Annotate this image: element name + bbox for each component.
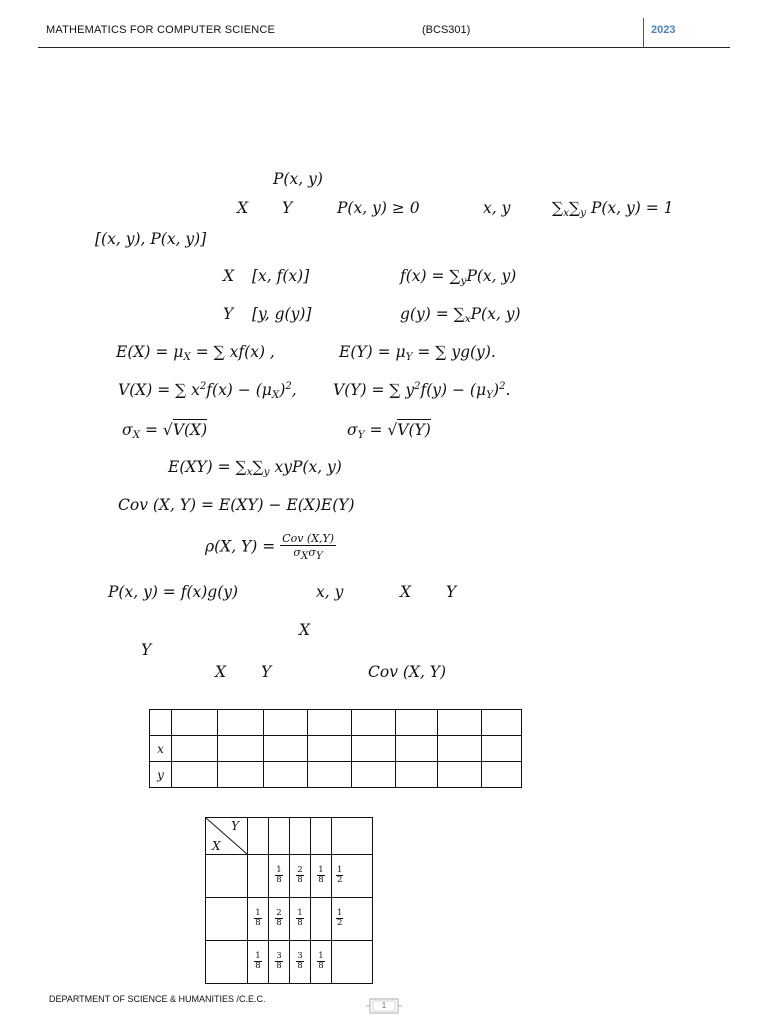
page-header <box>38 18 730 48</box>
math-marg-gy: $g(y) = \sum_xP(x$, y) <box>400 305 521 325</box>
fraction-numerator: 1 <box>337 865 343 876</box>
distribution-table <box>149 709 522 788</box>
math-variance-x: V(X) = ∑ $x^2f(x) - (\mu_X)^2$, <box>118 381 297 401</box>
probability-cell <box>290 898 311 941</box>
probability-cell <box>311 898 332 941</box>
fraction-denominator: 8 <box>297 874 303 885</box>
header-divider <box>643 18 644 47</box>
math-marg-x-label: X <box>223 267 235 285</box>
math-pmf-sum: $\sum_x\sum_y$ P(x, y) = 1 <box>552 199 674 219</box>
math-stddev-y: $\sigma_Y = √V(Y)$ <box>347 421 431 441</box>
fraction <box>275 866 282 885</box>
math-lone-y: Y <box>141 641 152 659</box>
math-expect-xy: $E(XY) = \sum_x\sum_y$ xyP(x, y) <box>168 458 342 478</box>
table-cell <box>482 762 522 788</box>
table-cell <box>438 762 482 788</box>
probability-cell <box>269 898 290 941</box>
fraction-numerator: 1 <box>337 908 343 919</box>
table-row <box>206 855 373 898</box>
joint-distribution-table <box>205 817 373 984</box>
table-cell <box>264 762 308 788</box>
math-marg-y-pair: [y, g(y)] <box>252 305 312 323</box>
math-expect-y: $E(Y) = \mu_Y$ = ∑ yg(y). <box>339 343 496 363</box>
table-cell <box>308 762 352 788</box>
math-variance-y: V(Y) = ∑ $y^2f(y) - (\mu_Y)^2$. <box>333 381 511 401</box>
table-header-cell <box>248 818 269 855</box>
fraction <box>296 909 303 928</box>
fraction <box>254 909 261 928</box>
row-label-cell: x <box>150 736 172 762</box>
fraction <box>336 866 343 885</box>
probability-cell <box>269 941 290 984</box>
table-row <box>150 736 522 762</box>
table-header-cell <box>290 818 311 855</box>
fraction-numerator: 1 <box>276 865 282 876</box>
header-year: 2023 <box>651 24 676 36</box>
fraction-numerator: 1 <box>255 908 261 919</box>
probability-cell <box>332 941 373 984</box>
math-correlation: ρ(X, Y) = $\frac{\text{Cov (X,Y)}}{\text{σXσY}}$ <box>205 532 335 562</box>
fraction-denominator: 8 <box>297 917 303 928</box>
math-expect-x: $E(X) = \mu_X$ = ∑ xf(x) , <box>116 343 275 363</box>
math-indep-y: Y <box>446 583 457 601</box>
table-row <box>206 898 373 941</box>
fraction-denominator: 8 <box>255 917 261 928</box>
math-pair-set: [(x, y), P(x, y)] <box>95 230 207 248</box>
table-row <box>150 710 522 736</box>
fraction <box>317 952 324 971</box>
table-cell <box>264 736 308 762</box>
row-header-cell <box>206 941 248 984</box>
table-cell <box>438 736 482 762</box>
fraction-denominator: 8 <box>276 917 282 928</box>
math-var-y: Y <box>282 199 293 217</box>
page-number-badge <box>366 996 402 1016</box>
fraction <box>275 952 282 971</box>
table-row <box>150 762 522 788</box>
fraction-numerator: 3 <box>276 951 282 962</box>
table-cell <box>308 710 352 736</box>
table-cell <box>396 710 438 736</box>
math-stddev-x: $\sigma_X = √V(X)$ <box>122 421 208 441</box>
table-cell <box>352 710 396 736</box>
table-cell <box>172 710 218 736</box>
fraction-denominator: 8 <box>276 960 282 971</box>
table-cell <box>482 710 522 736</box>
probability-cell <box>332 855 373 898</box>
table-header-cell <box>269 818 290 855</box>
table-cell <box>172 762 218 788</box>
table-header-cell <box>332 818 373 855</box>
math-marg-y-label: Y <box>223 305 234 323</box>
fraction <box>336 909 343 928</box>
table-cell <box>218 710 264 736</box>
fraction-denominator: 8 <box>276 874 282 885</box>
probability-cell <box>290 941 311 984</box>
math-xy: x, y <box>483 199 511 217</box>
fraction-numerator: 1 <box>318 865 324 876</box>
math-indep-xy: x, y <box>316 583 344 601</box>
probability-cell <box>269 855 290 898</box>
fraction-numerator: 1 <box>318 951 324 962</box>
table-cell <box>218 736 264 762</box>
probability-cell <box>248 855 269 898</box>
probability-cell <box>248 898 269 941</box>
table-cell <box>396 762 438 788</box>
page-number: 1 <box>381 1001 387 1010</box>
fraction <box>296 952 303 971</box>
probability-cell <box>311 941 332 984</box>
math-independence: P(x, y) = f(x)g(y) <box>108 583 239 601</box>
math-marg-fx: $f(x) = \sum_yP(x$, y) <box>400 267 517 287</box>
table-cell <box>308 736 352 762</box>
table-cell <box>438 710 482 736</box>
probability-cell <box>290 855 311 898</box>
corner-x-label: X <box>212 839 221 853</box>
row-label-cell: y <box>150 762 172 788</box>
table-cell <box>172 736 218 762</box>
table-cell <box>352 736 396 762</box>
fraction <box>254 952 261 971</box>
table-row <box>206 941 373 984</box>
fraction-numerator: 2 <box>276 908 282 919</box>
math-ex-cov: Cov (X, Y) <box>368 663 447 681</box>
corner-y-label: Y <box>231 819 239 833</box>
table-cell <box>352 762 396 788</box>
math-pmf-nonneg: P(x, y) ≥ 0 <box>337 199 420 217</box>
fraction-denominator: 2 <box>337 874 343 885</box>
math-covariance: Cov (X, Y) = E(XY) − E(X)E(Y) <box>118 496 355 514</box>
fraction <box>317 866 324 885</box>
table-header-cell <box>311 818 332 855</box>
fraction-denominator: 8 <box>297 960 303 971</box>
table-cell <box>218 762 264 788</box>
math-lone-x: X <box>299 621 311 639</box>
row-header-cell <box>206 855 248 898</box>
row-label-cell <box>150 710 172 736</box>
fraction <box>275 909 282 928</box>
math-ex-y: Y <box>261 663 272 681</box>
probability-cell <box>311 855 332 898</box>
fraction-denominator: 2 <box>337 917 343 928</box>
table-corner-cell <box>206 818 248 855</box>
table-cell <box>482 736 522 762</box>
fraction-denominator: 8 <box>318 874 324 885</box>
fraction-denominator: 8 <box>318 960 324 971</box>
probability-cell <box>248 941 269 984</box>
math-marg-x-pair: [x, f(x)] <box>252 267 310 285</box>
header-title: MATHEMATICS FOR COMPUTER SCIENCE <box>46 24 276 36</box>
fraction-numerator: 3 <box>297 951 303 962</box>
math-indep-x: X <box>400 583 412 601</box>
math-ex-x: X <box>215 663 227 681</box>
math-var-x: X <box>237 199 249 217</box>
fraction <box>296 866 303 885</box>
math-joint-pmf: P(x, y) <box>273 170 323 188</box>
fraction-numerator: 1 <box>297 908 303 919</box>
fraction-numerator: 1 <box>255 951 261 962</box>
header-course-code: (BCS301) <box>422 24 471 36</box>
row-header-cell <box>206 898 248 941</box>
fraction-denominator: 8 <box>255 960 261 971</box>
fraction-numerator: 2 <box>297 865 303 876</box>
table-cell <box>396 736 438 762</box>
table-cell <box>264 710 308 736</box>
probability-cell <box>332 898 373 941</box>
footer-department: DEPARTMENT OF SCIENCE & HUMANITIES /C.E.C. <box>49 994 266 1004</box>
